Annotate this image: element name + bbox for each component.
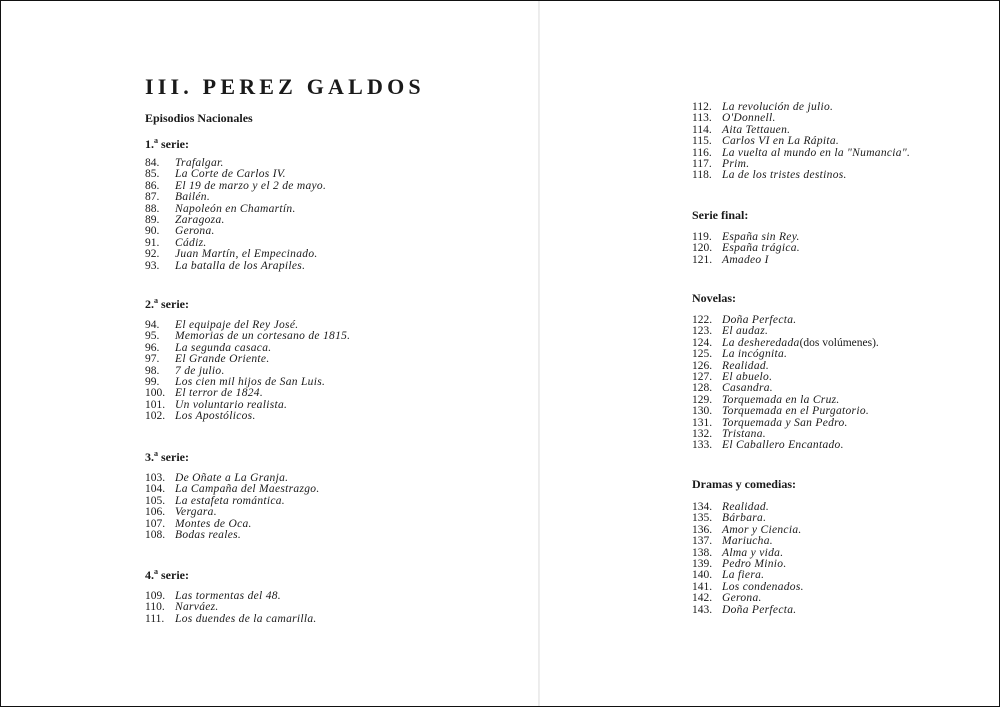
list-item — [692, 255, 800, 266]
series-suffix: a — [154, 136, 158, 145]
item-number: 120. — [692, 242, 713, 255]
list-item — [145, 354, 350, 365]
item-title: El audaz. — [722, 325, 769, 338]
item-title: Los condenados. — [722, 580, 804, 593]
item-number: 111. — [145, 612, 165, 625]
item-title: Mariucha. — [722, 535, 773, 548]
page-fold — [538, 1, 540, 706]
item-number: 128. — [692, 382, 713, 395]
item-number: 118. — [692, 169, 712, 182]
dramas-heading: Dramas y comedias: — [692, 477, 796, 491]
series-4-heading — [145, 567, 189, 583]
item-title: Pedro Minio. — [722, 557, 787, 570]
item-number: 135. — [692, 512, 713, 525]
serie-final-heading: Serie final: — [692, 208, 749, 222]
item-title: La fiera. — [722, 569, 765, 582]
series-4-list — [145, 591, 317, 625]
list-item — [145, 204, 326, 215]
item-title: Gerona. — [722, 592, 762, 605]
list-item — [692, 372, 879, 383]
series-4-continued-list — [692, 102, 910, 182]
item-title: La batalla de los Arapiles. — [175, 259, 306, 272]
item-number: 131. — [692, 416, 713, 429]
series-3-list — [145, 473, 320, 541]
item-title: Torquemada en la Cruz. — [722, 393, 840, 406]
item-number: 90. — [145, 225, 160, 238]
item-title: Cádiz. — [175, 236, 207, 249]
item-title: Gerona. — [175, 225, 215, 238]
item-number: 100. — [145, 387, 166, 400]
list-item — [692, 349, 879, 360]
item-number: 140. — [692, 569, 713, 582]
serie-final-list — [692, 232, 800, 266]
item-number: 127. — [692, 370, 713, 383]
item-number: 143. — [692, 603, 713, 616]
item-number: 84. — [145, 157, 160, 169]
section-subtitle: Episodios Nacionales — [145, 111, 253, 125]
item-title: Bailén. — [175, 191, 210, 204]
list-item — [692, 170, 910, 181]
item-number: 141. — [692, 580, 713, 593]
item-title: Los Apostólicos. — [175, 410, 256, 423]
list-item — [145, 261, 326, 272]
item-title: Torquemada en el Purgatorio. — [722, 405, 870, 418]
item-title: La incógnita. — [722, 348, 788, 361]
item-number: 114. — [692, 123, 712, 136]
series-suffix: a — [154, 296, 158, 305]
list-item — [692, 406, 879, 417]
page-title: III. PEREZ GALDOS — [145, 74, 425, 99]
item-number: 97. — [145, 353, 160, 366]
series-1-list — [145, 158, 326, 272]
item-number: 98. — [145, 364, 160, 377]
item-number: 132. — [692, 427, 713, 440]
item-number: 103. — [145, 472, 166, 484]
item-number: 117. — [692, 157, 712, 170]
item-number: 107. — [145, 517, 166, 530]
series-label: serie: — [161, 568, 189, 582]
item-number: 136. — [692, 523, 713, 536]
item-title: Montes de Oca. — [175, 517, 252, 530]
series-suffix: a — [154, 449, 158, 458]
item-title: La desheredada — [722, 336, 800, 349]
item-title: 7 de julio. — [175, 364, 225, 377]
list-item — [692, 440, 879, 451]
item-title: Alma y vida. — [722, 546, 784, 559]
item-title: España trágica. — [722, 242, 800, 255]
item-number: 130. — [692, 405, 713, 418]
item-title: Aita Tettauen. — [722, 123, 791, 136]
item-number: 116. — [692, 146, 712, 159]
item-title: El abuelo. — [722, 370, 773, 383]
item-title: La vuelta al mundo en la "Numancia". — [722, 146, 911, 159]
novelas-heading: Novelas: — [692, 291, 736, 305]
item-title: Juan Martín, el Empecinado. — [175, 248, 318, 261]
series-label: serie: — [161, 450, 189, 464]
item-title: Narváez. — [175, 601, 219, 614]
item-title: Bodas reales. — [175, 528, 242, 541]
item-title: Realidad. — [722, 501, 770, 513]
list-item — [692, 136, 910, 147]
item-title: Un voluntario realista. — [175, 398, 288, 411]
item-number: 106. — [145, 506, 166, 519]
item-number: 129. — [692, 393, 713, 406]
item-number: 134. — [692, 501, 713, 513]
item-number: 95. — [145, 330, 160, 343]
item-number: 139. — [692, 557, 713, 570]
list-item — [145, 614, 317, 625]
item-title: Las tormentas del 48. — [175, 590, 281, 602]
novelas-list — [692, 315, 879, 452]
list-item — [692, 315, 879, 326]
list-item — [145, 591, 317, 602]
item-title: La segunda casaca. — [175, 341, 272, 354]
item-number: 121. — [692, 253, 713, 266]
item-title: El Grande Oriente. — [175, 353, 270, 366]
item-title: El Caballero Encantado. — [722, 439, 844, 452]
item-number: 133. — [692, 439, 713, 452]
item-title: O'Donnell. — [722, 112, 776, 125]
item-note: (dos volúmenes). — [799, 336, 879, 349]
item-title: Napoleón en Chamartín. — [175, 202, 296, 215]
list-item — [145, 215, 326, 226]
item-number: 94. — [145, 319, 160, 331]
item-number: 89. — [145, 213, 160, 226]
item-title: Doña Perfecta. — [722, 603, 797, 616]
item-title: El 19 de marzo y el 2 de mayo. — [175, 179, 327, 192]
series-label: serie: — [161, 137, 189, 151]
series-label: serie: — [161, 297, 189, 311]
item-number: 102. — [145, 410, 166, 423]
item-number: 85. — [145, 168, 160, 181]
item-title: La Corte de Carlos IV. — [175, 168, 286, 181]
list-item — [145, 192, 326, 203]
item-number: 92. — [145, 248, 160, 261]
series-suffix: a — [154, 567, 158, 576]
list-item — [692, 361, 879, 372]
item-number: 109. — [145, 590, 166, 602]
item-title: Amor y Ciencia. — [722, 523, 802, 536]
list-item — [145, 226, 326, 237]
item-number: 110. — [145, 601, 165, 614]
item-title: Tristana. — [722, 427, 766, 440]
series-number: 1. — [145, 137, 154, 151]
item-number: 124. — [692, 336, 713, 349]
item-number: 88. — [145, 202, 160, 215]
item-number: 96. — [145, 341, 160, 354]
list-item — [692, 593, 804, 604]
list-item — [145, 249, 326, 260]
list-item — [145, 507, 320, 518]
list-item — [692, 418, 879, 429]
item-title: Bárbara. — [722, 512, 767, 525]
item-title: De Oñate a La Granja. — [175, 472, 289, 484]
series-number: 3. — [145, 450, 154, 464]
item-number: 138. — [692, 546, 713, 559]
item-title: La de los tristes destinos. — [722, 169, 847, 182]
item-number: 126. — [692, 359, 713, 372]
item-number: 99. — [145, 375, 160, 388]
item-title: Casandra. — [722, 382, 773, 395]
item-number: 125. — [692, 348, 713, 361]
series-3-heading — [145, 449, 189, 465]
dramas-list — [692, 502, 804, 616]
item-title: España sin Rey. — [722, 231, 800, 243]
list-item — [692, 605, 804, 616]
item-title: El equipaje del Rey José. — [175, 319, 299, 331]
item-number: 119. — [692, 231, 712, 243]
item-title: Torquemada y San Pedro. — [722, 416, 848, 429]
item-number: 87. — [145, 191, 160, 204]
item-number: 91. — [145, 236, 160, 249]
item-title: Los cien mil hijos de San Luis. — [175, 375, 326, 388]
list-item — [145, 411, 350, 422]
item-number: 123. — [692, 325, 713, 338]
item-title: Prim. — [722, 157, 750, 170]
item-title: La estafeta romántica. — [175, 494, 285, 507]
list-item — [145, 530, 320, 541]
list-item — [692, 536, 804, 547]
series-2-heading — [145, 296, 189, 312]
series-number: 4. — [145, 568, 154, 582]
item-title: Memorias de un cortesano de 1815. — [175, 330, 351, 343]
item-number: 137. — [692, 535, 713, 548]
item-title: Carlos VI en La Rápita. — [722, 135, 840, 148]
item-number: 86. — [145, 179, 160, 192]
item-number: 122. — [692, 314, 713, 326]
list-item — [145, 181, 326, 192]
item-number: 104. — [145, 483, 166, 496]
item-number: 108. — [145, 528, 166, 541]
item-title: La Campaña del Maestrazgo. — [175, 483, 320, 496]
series-1-heading — [145, 136, 189, 152]
item-number: 112. — [692, 101, 712, 113]
item-title: Realidad. — [722, 359, 770, 372]
series-number: 2. — [145, 297, 154, 311]
item-number: 93. — [145, 259, 160, 272]
item-title: Doña Perfecta. — [722, 314, 797, 326]
item-number: 101. — [145, 398, 166, 411]
series-2-list — [145, 320, 350, 423]
item-number: 115. — [692, 135, 712, 148]
item-title: Los duendes de la camarilla. — [175, 612, 317, 625]
item-number: 142. — [692, 592, 713, 605]
item-title: Amadeo I — [722, 253, 769, 266]
list-item — [145, 496, 320, 507]
item-title: El terror de 1824. — [175, 387, 264, 400]
item-title: La revolución de julio. — [722, 101, 834, 113]
item-title: Zaragoza. — [175, 213, 225, 226]
item-title: Trafalgar. — [175, 157, 224, 169]
item-title: Vergara. — [175, 506, 217, 519]
item-number: 105. — [145, 494, 166, 507]
item-number: 113. — [692, 112, 712, 125]
